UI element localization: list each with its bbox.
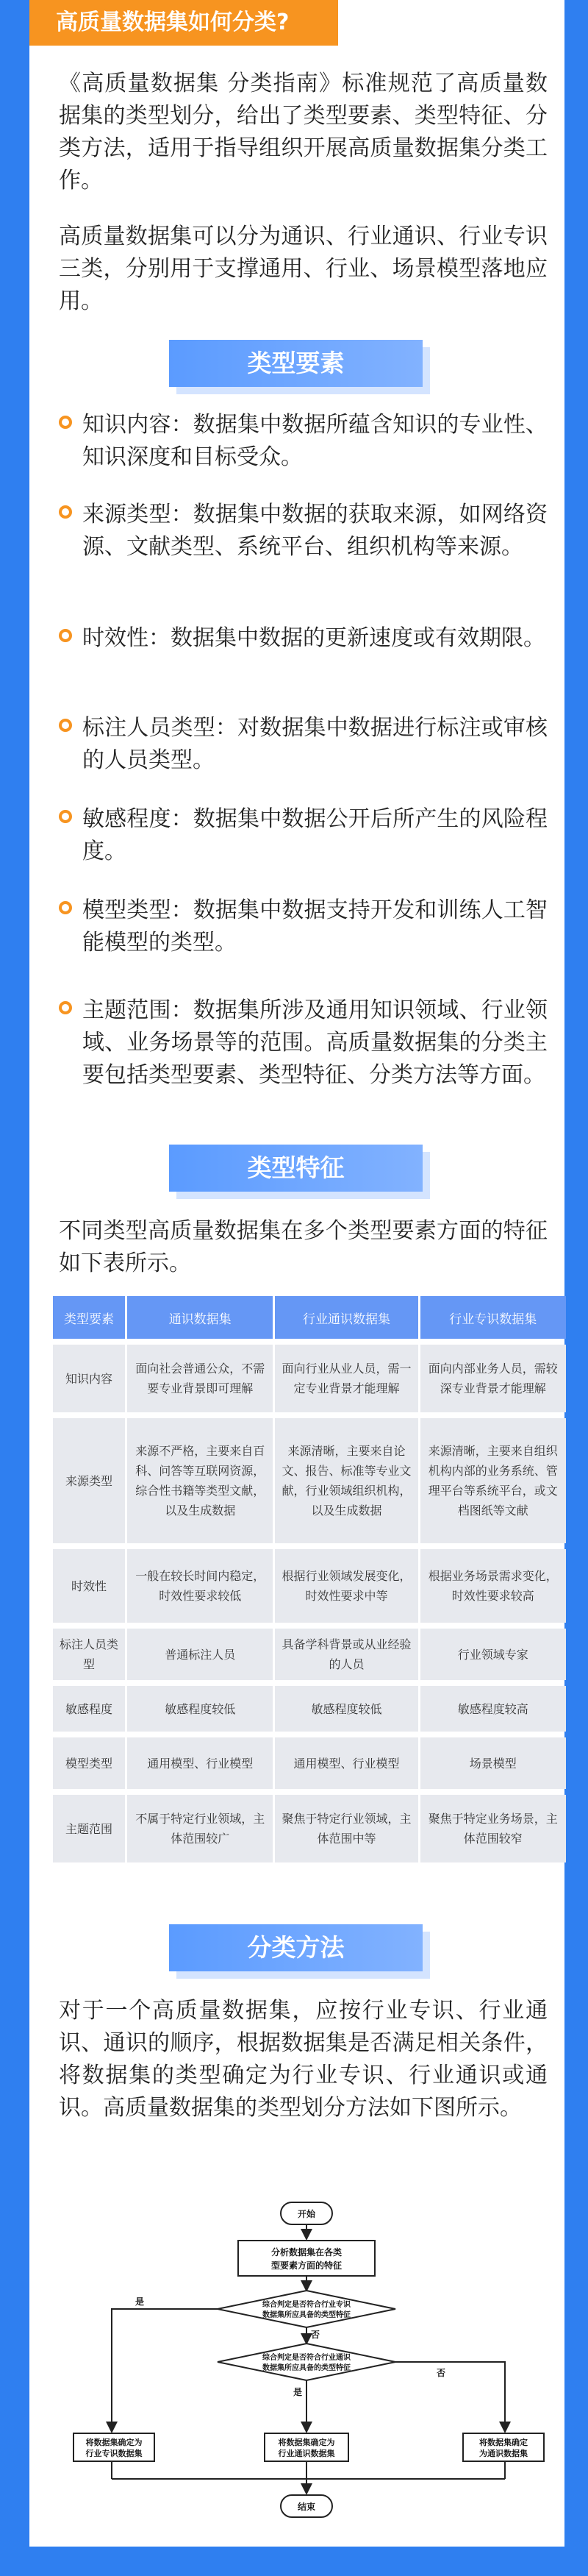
bullet-dot: [59, 719, 72, 732]
bullet-dot: [59, 1001, 72, 1014]
features-intro: 不同类型高质量数据集在多个类型要素方面的特征如下表所示。: [59, 1218, 548, 1276]
table-cell: 标注人员类型: [53, 1629, 127, 1680]
table-header-cell: 行业专识数据集: [420, 1296, 566, 1339]
table-cell: 一般在较长时间内稳定，时效性要求较低: [127, 1549, 275, 1623]
table-header-row: [53, 1296, 566, 1339]
flow-step-label: 型要素方面的特征: [270, 2260, 343, 2271]
list-item: 主题范围：数据集所涉及通用知识领域、行业领域、业务场景等的范围。高质量数据集的分类主要包括类型要素、类型特征、分类方法等方面。: [59, 995, 548, 1092]
flow-output-label: 行业通识数据集: [278, 2449, 335, 2458]
flow-decision-label: 综合判定是否符合行业专识: [262, 2301, 351, 2309]
intro-paragraph-1: 《高质量数据集 分类指南》标准规范了高质量数据集的类型划分，给出了类型要素、类型特征、分类方法，适用于指导组织开展高质量数据集分类工作。: [59, 71, 548, 193]
list-item: 来源类型：数据集中数据的获取来源，如网络资源、文献类型、系统平台、组织机构等来源。: [59, 499, 548, 563]
table-cell: 敏感程度较低: [127, 1686, 275, 1732]
table-cell: 面向行业从业人员，需一定专业背景才能理解: [275, 1345, 420, 1412]
table-cell: 面向社会普通公众，不需要专业背景即可理解: [127, 1345, 275, 1412]
flow-yes-label: 是: [293, 2387, 303, 2397]
flow-step-label: 分析数据集在各类: [270, 2247, 343, 2257]
table-header-cell: 类型要素: [53, 1296, 127, 1339]
table-cell: 来源类型: [53, 1418, 127, 1543]
table-row: [53, 1795, 566, 1862]
flow-yes-label: 是: [135, 2296, 145, 2307]
table-header-cell: 通识数据集: [127, 1296, 275, 1339]
table-cell: 不属于特定行业领域，主体范围较广: [127, 1795, 275, 1862]
flow-decision-label: 综合判定是否符合行业通识: [262, 2354, 351, 2362]
section-title-features: 类型特征: [169, 1145, 423, 1192]
table-cell: 敏感程度较低: [275, 1686, 420, 1732]
page-title: 高质量数据集如何分类?: [29, 0, 338, 46]
bullet-dot: [59, 901, 72, 914]
flow-no-label: 否: [310, 2330, 320, 2340]
section-title-method: 分类方法: [169, 1924, 423, 1971]
table-cell: 知识内容: [53, 1345, 127, 1412]
table-row: [53, 1418, 566, 1543]
flow-no-label: 否: [436, 2368, 446, 2378]
table-cell: 根据行业领域发展变化，时效性要求中等: [275, 1549, 420, 1623]
flow-decision-1: [218, 2291, 395, 2327]
table-cell: 聚焦于特定行业领域，主体范围中等: [275, 1795, 420, 1862]
list-item: 模型类型：数据集中数据支持开发和训练人工智能模型的类型。: [59, 894, 548, 959]
table-cell: 时效性: [53, 1549, 127, 1623]
flow-decision-label: 数据集所应具备的类型特征: [262, 2364, 351, 2372]
bullet-dot: [59, 505, 72, 519]
table-cell: 通用模型、行业模型: [275, 1737, 420, 1789]
flow-output-label: 为通识数据集: [479, 2449, 528, 2458]
table-cell: 主题范围: [53, 1795, 127, 1862]
flow-output-label: 将数据集确定为: [278, 2438, 335, 2447]
bullet-dot: [59, 810, 72, 823]
list-item: 敏感程度：数据集中数据公开后所产生的风险程度。: [59, 803, 548, 868]
method-paragraph: 对于一个高质量数据集，应按行业专识、行业通识、通识的顺序，根据数据集是否满足相关条件，将数据集的类型确定为行业专识、行业通识或通识。高质量数据集的类型划分方法如下图所示。: [59, 1998, 548, 2121]
table-row: [53, 1345, 566, 1412]
table-row: [53, 1549, 566, 1623]
flow-output-label: 将数据集确定: [479, 2438, 528, 2447]
table-cell: 普通标注人员: [127, 1629, 275, 1680]
table-cell: 根据业务场景需求变化，时效性要求较高: [420, 1549, 566, 1623]
flow-end-label: 结束: [297, 2502, 316, 2512]
table-row: [53, 1686, 566, 1732]
list-item: 标注人员类型：对数据集中数据进行标注或审核的人员类型。: [59, 712, 548, 777]
table-cell: 通用模型、行业模型: [127, 1737, 275, 1789]
table-cell: 行业领域专家: [420, 1629, 566, 1680]
table-cell: 来源不严格，主要来自百科、问答等互联网资源，综合性书籍等类型文献，以及生成数据: [127, 1418, 275, 1543]
types-table: [53, 1290, 566, 1868]
table-cell: 来源清晰，主要来自论文、报告、标准等专业文献，行业领域组织机构，以及生成数据: [275, 1418, 420, 1543]
flow-start-label: 开始: [297, 2209, 316, 2219]
flow-decision-2: [218, 2344, 395, 2380]
table-row: [53, 1629, 566, 1680]
list-item: 知识内容：数据集中数据所蕴含知识的专业性、知识深度和目标受众。: [59, 409, 548, 474]
intro-paragraph-2: 高质量数据集可以分为通识、行业通识、行业专识三类，分别用于支撑通用、行业、场景模型落地应用。: [59, 224, 548, 314]
flow-output-label: 行业专识数据集: [85, 2449, 143, 2458]
flow-output-label: 将数据集确定为: [85, 2438, 143, 2447]
table-cell: 聚焦于特定业务场景，主体范围较窄: [420, 1795, 566, 1862]
bullet-dot: [59, 629, 72, 642]
section-title-elements: 类型要素: [169, 340, 423, 387]
content-card: [29, 0, 564, 2547]
table-header-cell: 行业通识数据集: [275, 1296, 420, 1339]
table-cell: 来源清晰，主要来自组织机构内部的业务系统、管理平台等系统平台，或文档图纸等文献: [420, 1418, 566, 1543]
table-cell: 场景模型: [420, 1737, 566, 1789]
table-cell: 模型类型: [53, 1737, 127, 1789]
table-cell: 敏感程度: [53, 1686, 127, 1732]
table-row: [53, 1737, 566, 1789]
table-cell: 具备学科背景或从业经验的人员: [275, 1629, 420, 1680]
flow-decision-label: 数据集所应具备的类型特征: [262, 2311, 351, 2319]
classification-flowchart: [85, 2199, 528, 2526]
table-cell: 面向内部业务人员，需较深专业背景才能理解: [420, 1345, 566, 1412]
bullet-dot: [59, 416, 72, 429]
table-cell: 敏感程度较高: [420, 1686, 566, 1732]
list-item: 时效性：数据集中数据的更新速度或有效期限。: [59, 622, 548, 655]
